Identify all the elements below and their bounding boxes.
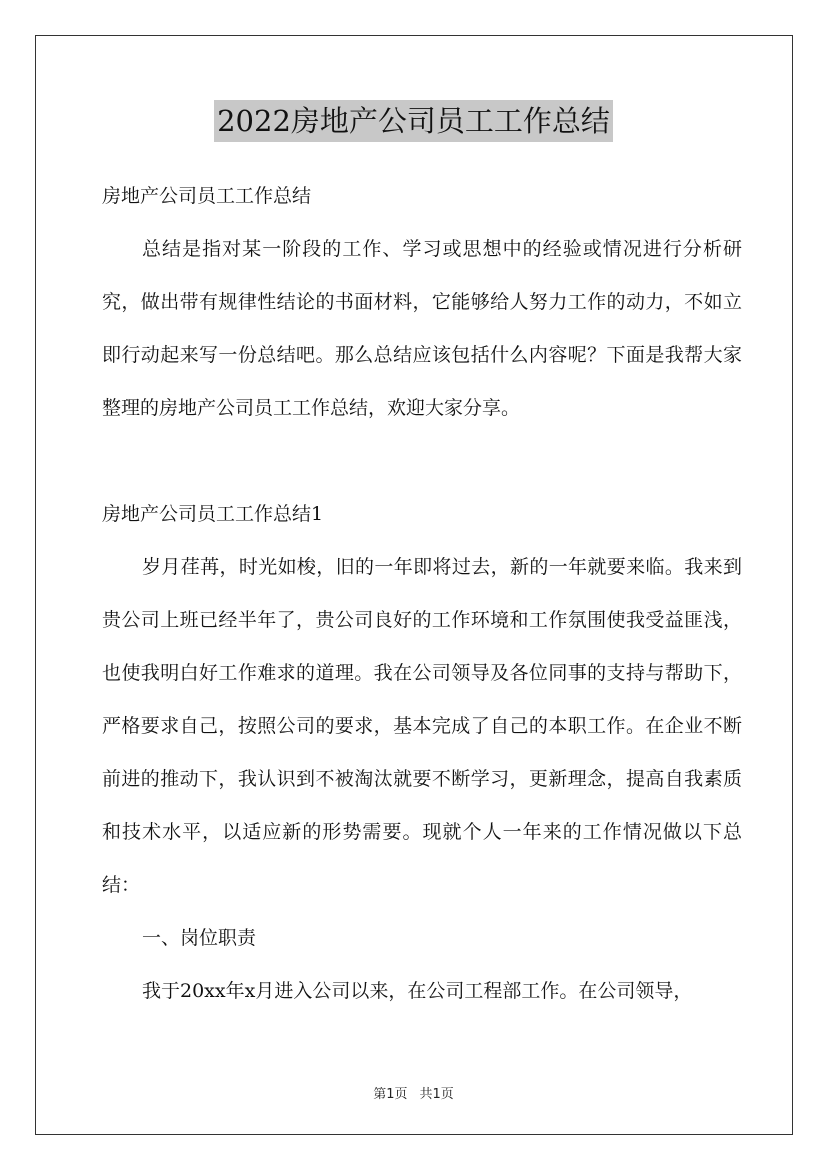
document-body	[102, 170, 742, 1018]
page-footer	[0, 1083, 827, 1102]
subheading-job-duties: 一、岗位职责	[142, 927, 257, 949]
title-container	[0, 100, 827, 142]
intro-heading: 房地产公司员工工作总结	[102, 185, 312, 207]
last-paragraph: 我于20xx年x月进入公司以来，在公司工程部工作。在公司领导，	[142, 980, 693, 1002]
section1-heading: 房地产公司员工工作总结1	[102, 503, 324, 525]
page-number-total: 共1页	[419, 1087, 454, 1102]
document-title: 2022房地产公司员工工作总结	[214, 100, 613, 142]
page-number-current: 第1页	[373, 1087, 408, 1102]
intro-paragraph: 总结是指对某一阶段的工作、学习或思想中的经验或情况进行分析研究，做出带有规律性结论的书面材料，它能够给人努力工作的动力，不如立即行动起来写一份总结吧。那么总结应该包括什么内容呢？下面是我帮大家整理的房地产公司员工工作总结，欢迎大家分享。	[102, 238, 742, 419]
section1-paragraph: 岁月荏苒，时光如梭，旧的一年即将过去，新的一年就要来临。我来到贵公司上班已经半年了，贵公司良好的工作环境和工作氛围使我受益匪浅，也使我明白好工作难求的道理。我在公司领导及各位同事的支持与帮助下，严格要求自己，按照公司的要求，基本完成了自己的本职工作。在企业不断前进的推动下，我认识到不被淘汰就要不断学习，更新理念，提高自我素质和技术水平，以适应新的形势需要。现就个人一年来的工作情况做以下总结：	[102, 556, 742, 896]
blank-line	[102, 435, 742, 488]
